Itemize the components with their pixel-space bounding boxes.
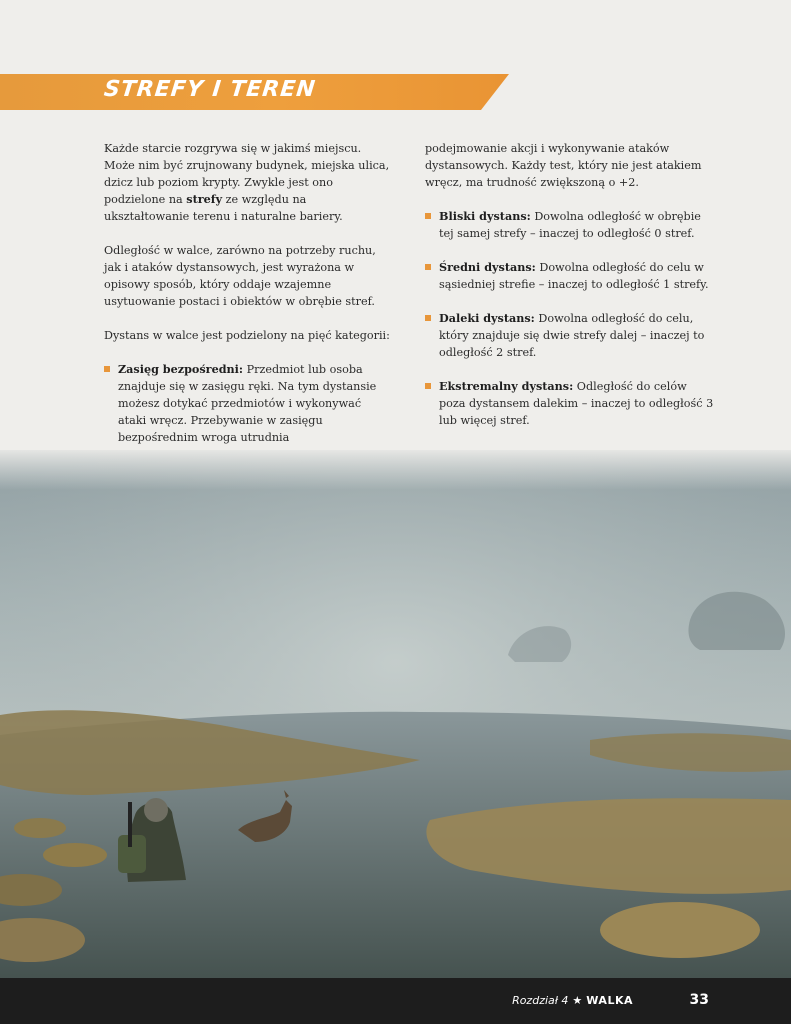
bullet-engaged-range: Zasięg bezpośredni: Przedmiot lub osoba znajduje się w zasięgu ręki. Na tym dystansie możesz dotykać przedmiotów i wykonywać ataki wręcz. Przebywanie w zasięgu bezpośrednim wroga utrudnia bbox=[104, 361, 392, 446]
bullet-extreme-range: Ekstremalny dystans: Odległość do celów poza dystansem dalekim – inaczej to odległość 3 lub więcej stref. bbox=[425, 378, 715, 429]
bullet-square-icon bbox=[425, 264, 431, 270]
bullet-long-range: Daleki dystans: Dowolna odległość do celu, który znajduje się dwie strefy dalej – inaczej to odległość 2 stref. bbox=[425, 310, 715, 361]
intro-paragraph: Każde starcie rozgrywa się w jakimś miejscu. Może nim być zrujnowany budynek, miejska ulica, dzicz lub poziom krypty. Zwykle jest ono podzielone na strefy ze względu na ukształtowanie terenu i naturalne bariery. bbox=[104, 142, 390, 223]
bullet-square-icon bbox=[104, 366, 110, 372]
left-text-column bbox=[104, 140, 392, 463]
star-icon: ★ bbox=[572, 994, 583, 1007]
zones-keyword: strefy bbox=[186, 192, 223, 206]
distance-paragraph: Odległość w walce, zarówno na potrzeby ruchu, jak i ataków dystansowych, jest wyrażona w opisowy sposób, który oddaje wzajemne usytuowanie postaci i obiektów w obrębie stref. bbox=[104, 244, 376, 308]
bullet-square-icon bbox=[425, 315, 431, 321]
grass-tuft bbox=[600, 902, 760, 958]
bullet-close-range: Bliski dystans: Dowolna odległość w obrębie tej samej strefy – inaczej to odległość 0 stref. bbox=[425, 208, 715, 242]
top-fade bbox=[0, 450, 791, 490]
bullet-medium-range: Średni dystans: Dowolna odległość do celu w sąsiedniej strefie – inaczej to odległość 1 strefy. bbox=[425, 259, 715, 293]
section-title: STREFY I TEREN bbox=[102, 77, 318, 102]
page-number: 33 bbox=[689, 992, 709, 1008]
wasteland-marsh-illustration bbox=[0, 450, 791, 980]
bullet-square-icon bbox=[425, 383, 431, 389]
illustration-svg bbox=[0, 450, 791, 980]
grass-tuft bbox=[43, 843, 107, 867]
categories-intro: Dystans w walce jest podzielony na pięć kategorii: bbox=[104, 329, 390, 342]
grass-tuft bbox=[14, 818, 66, 838]
right-text-column bbox=[425, 140, 715, 446]
bullet-square-icon bbox=[425, 213, 431, 219]
continuation-paragraph: podejmowanie akcji i wykonywanie ataków dystansowych. Każdy test, który nie jest atakiem wręcz, ma trudność zwiększoną o +2. bbox=[425, 142, 702, 189]
page-footer bbox=[0, 978, 791, 1024]
chapter-label: Rozdział 4 ★ WALKA bbox=[512, 994, 633, 1007]
